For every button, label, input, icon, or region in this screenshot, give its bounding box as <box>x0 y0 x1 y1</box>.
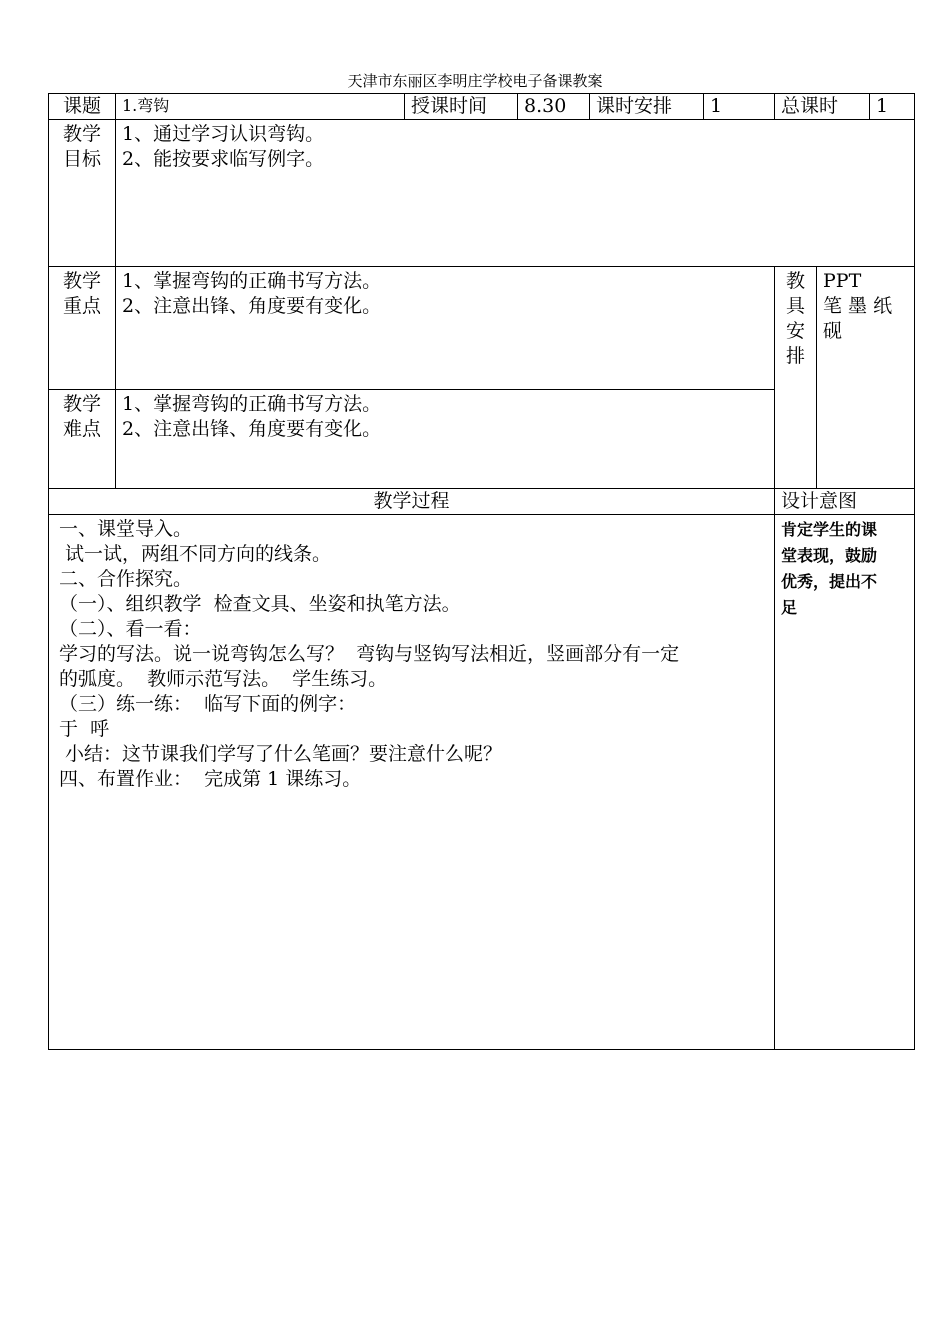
process-line: 四、布置作业： 完成第 1 课练习。 <box>59 768 362 790</box>
lesson-plan-table <box>48 93 915 1050</box>
tools-content <box>817 267 915 489</box>
topic-value: 1.弯钩 <box>116 94 405 120</box>
process-line: 于 呼 <box>59 718 110 740</box>
goals-label: 教学 目标 <box>49 120 116 267</box>
process-line: （二）、看一看： <box>59 618 202 640</box>
time-label: 授课时间 <box>405 94 518 120</box>
key-points-content <box>116 267 775 390</box>
goal-item: 1、通过学习认识弯钩。 <box>122 123 325 145</box>
process-line: 小结：这节课我们学写了什么笔画？要注意什么呢？ <box>59 743 503 765</box>
intent-line: 足 <box>781 598 798 617</box>
process-header: 教学过程 <box>49 489 775 515</box>
difficulty-item: 2、注意出锋、角度要有变化。 <box>122 418 382 440</box>
key-point-item: 2、注意出锋、角度要有变化。 <box>122 295 382 317</box>
process-line: 的弧度。 教师示范写法。 学生练习。 <box>59 668 388 690</box>
tool-item: 砚 <box>823 320 843 342</box>
intent-line: 肯定学生的课 <box>781 520 878 539</box>
difficulty-item: 1、掌握弯钩的正确书写方法。 <box>122 393 382 415</box>
hours-value: 1 <box>704 94 775 120</box>
goals-row <box>49 120 915 267</box>
process-content <box>49 515 775 1050</box>
process-header-row <box>49 489 915 515</box>
process-row <box>49 515 915 1050</box>
intent-header: 设计意图 <box>775 489 915 515</box>
total-label: 总课时 <box>775 94 870 120</box>
process-line: 一、课堂导入。 <box>59 518 193 540</box>
goals-content <box>116 120 915 267</box>
topic-label: 课题 <box>49 94 116 120</box>
header-row <box>49 94 915 120</box>
process-line: 试一试，两组不同方向的线条。 <box>59 543 332 565</box>
difficulties-label: 教学 难点 <box>49 390 116 489</box>
process-line: （一）、组织教学 检查文具、坐姿和执笔方法。 <box>59 593 461 615</box>
process-line: 学习的写法。说一说弯钩怎么写？ 弯钩与竖钩写法相近，竖画部分有一定 <box>59 643 680 665</box>
tool-item: 笔 墨 纸 <box>823 295 893 317</box>
key-points-row <box>49 267 915 390</box>
intent-line: 堂表现，鼓励 <box>781 546 878 565</box>
intent-line: 优秀，提出不 <box>781 572 878 591</box>
hours-label: 课时安排 <box>590 94 704 120</box>
key-points-label: 教学 重点 <box>49 267 116 390</box>
tool-item: PPT <box>823 270 862 292</box>
document-header: 天津市东丽区李明庄学校电子备课教案 <box>347 72 603 90</box>
total-value: 1 <box>870 94 915 120</box>
goal-item: 2、能按要求临写例字。 <box>122 148 325 170</box>
process-line: 二、合作探究。 <box>59 568 193 590</box>
difficulties-content <box>116 390 775 489</box>
tools-label: 教 具 安 排 <box>775 267 817 489</box>
intent-content <box>775 515 915 1050</box>
key-point-item: 1、掌握弯钩的正确书写方法。 <box>122 270 382 292</box>
process-line: （三）练一练： 临写下面的例字： <box>59 693 357 715</box>
time-value: 8.30 <box>518 94 590 120</box>
